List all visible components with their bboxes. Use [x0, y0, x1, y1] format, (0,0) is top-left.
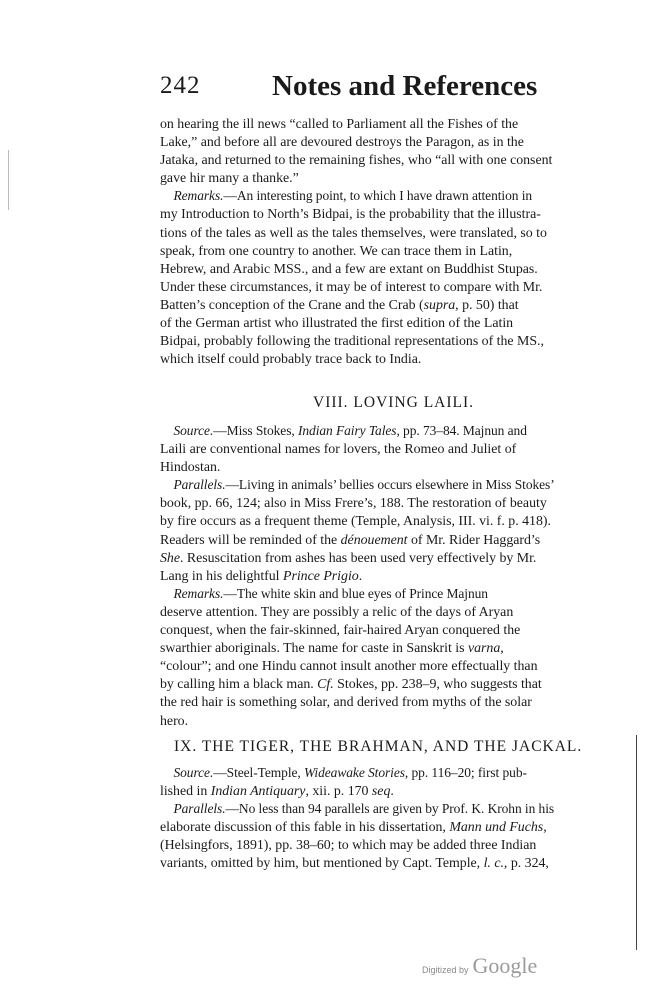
text-line: deserve attention. They are possibly a relic of the days of Aryan — [160, 604, 514, 620]
text-line: Parallels.—No less than 94 parallels are given by Prof. K. Krohn in his — [173, 802, 555, 818]
text-line: tions of the tales as well as the tales themselves, were translated, so to — [160, 225, 547, 241]
paragraph-block-tiger-brahman — [160, 765, 642, 874]
text-line: the red hair is something solar, and derived from myths of the solar — [160, 695, 532, 711]
paragraph-block-remarks — [160, 116, 642, 369]
text-line: hero. — [160, 713, 189, 729]
paragraph-block-loving-laili — [160, 423, 642, 731]
digitized-by-google-watermark — [422, 953, 537, 979]
text-line: Remarks.—An interesting point, to which I have drawn attention in — [173, 189, 533, 205]
text-line: Remarks.—The white skin and blue eyes of Prince Majnun — [173, 586, 488, 602]
text-line: Parallels.—Living in animals’ bellies occurs elsewhere in Miss Stokes’ — [173, 478, 555, 494]
text-line: my Introduction to North’s Bidpai, is the probability that the illustra- — [160, 207, 541, 223]
section-heading-ix: IX. THE TIGER, THE BRAHMAN, AND THE JACKAL. — [174, 738, 583, 755]
text-line: swarthier aboriginals. The name for caste in Sanskrit is varna, — [160, 641, 504, 657]
google-logo: Google — [472, 953, 538, 978]
section-heading-viii: VIII. LOVING LAILI. — [313, 394, 475, 411]
text-line: Source.—Miss Stokes, Indian Fairy Tales, pp. 73–84. Majnun and — [173, 424, 527, 439]
page-header — [160, 72, 640, 112]
text-line: by fire occurs as a frequent theme (Temple, Analysis, III. vi. f. p. 418). — [160, 514, 551, 530]
text-line: Bidpai, probably following the traditional representations of the MS., — [160, 334, 544, 350]
text-line: (Helsingfors, 1891), pp. 38–60; to which may be added three Indian — [160, 838, 537, 854]
text-line: Hindostan. — [160, 460, 221, 476]
text-line: Lake,” and before all are devoured destroys the Paragon, as in the — [160, 135, 524, 151]
text-line: which itself could probably trace back to India. — [160, 352, 422, 368]
text-line: Laili are conventional names for lovers, the Romeo and Juliet of — [160, 442, 517, 458]
text-line: Lang in his delightful Prince Prigio. — [160, 568, 363, 584]
text-line: of the German artist who illustrated the first edition of the Latin — [160, 316, 514, 332]
text-line: elaborate discussion of this fable in his dissertation, Mann und Fuchs, — [160, 820, 547, 836]
margin-scan-line-left — [8, 150, 9, 210]
text-line: by calling him a black man. Cf. Stokes, pp. 238–9, who suggests that — [160, 677, 542, 693]
text-line: Readers will be reminded of the dénouement of Mr. Rider Haggard’s — [160, 532, 541, 548]
text-line: on hearing the ill news “called to Parliament all the Fishes of the — [160, 117, 519, 132]
text-line: Jataka, and returned to the remaining fishes, who “all with one consent — [160, 153, 553, 169]
page-number: 242 — [160, 72, 201, 99]
text-line: book, pp. 66, 124; also in Miss Frere’s, 188. The restoration of beauty — [160, 496, 547, 512]
text-line: Under these circumstances, it may be of interest to compare with Mr. — [160, 279, 543, 295]
text-line: Source.—Steel-Temple, Wideawake Stories, pp. 116–20; first pub- — [173, 766, 527, 781]
margin-scan-line — [636, 735, 637, 950]
text-line: speak, from one country to another. We can trace them in Latin, — [160, 243, 513, 259]
text-line: conquest, when the fair-skinned, fair-haired Aryan conquered the — [160, 623, 521, 639]
text-line: Batten’s conception of the Crane and the Crab (supra, p. 50) that — [160, 297, 519, 313]
text-line: Hebrew, and Arabic MSS., and a few are extant on Buddhist Stupas. — [160, 261, 538, 277]
watermark-prefix: Digitized by — [422, 965, 469, 975]
text-line: gave hir many a thanke.” — [160, 171, 299, 187]
running-head: Notes and References — [272, 70, 538, 102]
text-line: “colour”; and one Hindu cannot insult another more effectually than — [160, 659, 538, 675]
text-line: lished in Indian Antiquary, xii. p. 170 seq. — [160, 784, 394, 800]
text-line: She. Resuscitation from ashes has been used very effectively by Mr. — [160, 550, 537, 566]
text-line: variants, omitted by him, but mentioned by Capt. Temple, l. c., p. 324, — [160, 856, 549, 872]
